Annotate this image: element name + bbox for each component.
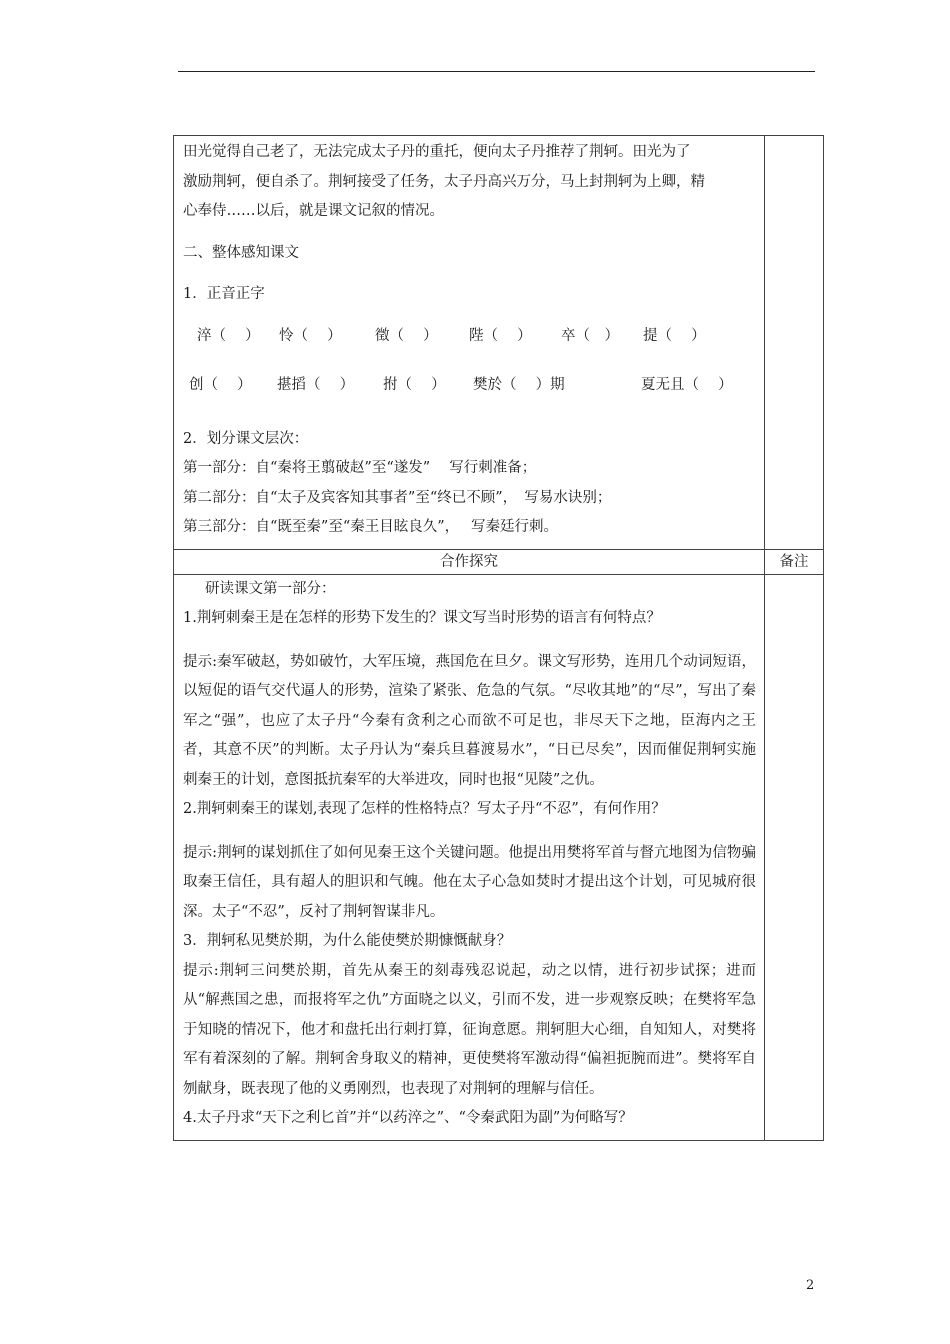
pronunciation-row-2	[183, 371, 756, 401]
content-cell-top	[174, 136, 765, 550]
pron-item: 揕搯（ ）	[277, 377, 355, 393]
header-rule	[178, 71, 815, 72]
question-4: 4.太子丹求“天下之利匕首”并“以药淬之”、“令秦武阳为副”为何略写？	[183, 1110, 633, 1126]
part-1: 第一部分：自“秦将王翦破赵”至“遂发” 写行刺准备；	[183, 460, 537, 476]
question-2: 2.荆轲刺秦王的谋划,表现了怎样的性格特点？写太子丹“不忍”，有何作用？	[183, 801, 666, 817]
pron-item: 淬（ ）	[197, 327, 260, 344]
page-number: 2	[806, 1278, 815, 1293]
pron-item: 徵（ ）	[375, 327, 438, 344]
intro-line-3: 心奉侍……以后，就是课文记叙的情况。	[183, 203, 444, 219]
question-3: 3．荆轲私见樊於期，为什么能使樊於期慷慨献身？	[183, 933, 512, 949]
pron-item: 卒（ ）	[561, 327, 619, 344]
section-two-heading: 二、整体感知课文	[183, 244, 299, 261]
question-1: 1.荆轲刺秦王是在怎样的形势下发生的？课文写当时形势的语言有何特点？	[183, 610, 661, 626]
layers-title: 2．划分课文层次：	[183, 430, 309, 447]
intro-line-2: 激励荆轲，便自杀了。荆轲接受了任务，太子丹高兴万分，马上封荆轲为上卿，精	[183, 173, 705, 190]
pron-item: 怜（ ）	[279, 327, 342, 344]
part-3: 第三部分：自“既至秦”至“秦王目眩良久”， 写秦廷行刺。	[183, 519, 559, 535]
part-2: 第二部分：自“太子及宾客知其事者”至“终已不顾”， 写易水诀别；	[183, 489, 612, 506]
pron-item: 创（ ）	[189, 377, 252, 393]
pronunciation-row-1	[183, 322, 756, 352]
answer-2: 提示:荆轲的谋划抓住了如何见秦王这个关键问题。他提出用樊将军首与督亢地图为信物骗取秦王信任，具有超人的胆识和气魄。他在太子心急如焚时才提出这个计划，可见城府很深。太子“不忍”，反衬了荆轲智谋非凡。	[183, 844, 756, 920]
pron-item: 陛（ ）	[469, 327, 532, 344]
pron-item: 拊（ ）	[383, 377, 446, 393]
section-header-note: 备注	[765, 549, 824, 574]
pronunciation-title: 1．正音正字	[183, 286, 265, 302]
pron-item: 提（ ）	[643, 327, 706, 344]
note-cell-bottom	[765, 574, 824, 1140]
answer-1: 提示:秦军破赵，势如破竹，大军压境，燕国危在旦夕。课文写形势，连用几个动词短语，以短促的语气交代逼人的形势，渲染了紧张、危急的气氛。“尽收其地”的“尽”，写出了秦军之“强”，也应了太子丹“今秦有贪利之心而欲不可足也，非尽天下之地，臣海内之王者，其意不厌”的判断。太子丹认为“秦兵旦暮渡易水”，“日已尽矣”，因而催促荆轲实施刺秦王的计划，意图抵抗秦军的大举进攻，同时也报“见陵”之仇。	[183, 653, 756, 788]
pron-item: 樊於（ ）期	[473, 377, 565, 393]
pron-item: 夏无且（ ）	[641, 377, 733, 393]
intro-line-1: 田光觉得自己老了，无法完成太子丹的重托，便向太子丹推荐了荆轲。田光为了	[183, 144, 691, 160]
lesson-table	[173, 135, 824, 1141]
section-header-main: 合作探究	[174, 549, 765, 574]
inquiry-intro: 研读课文第一部分：	[205, 580, 336, 597]
answer-3: 提示:荆轲三问樊於期，首先从秦王的刻毒残忍说起，动之以情，进行初步试探；进而从“解燕国之患，而报将军之仇”方面晓之以义，引而不发，进一步观察反映；在樊将军急于知晓的情况下，他才和盘托出行刺打算，征询意愿。荆轲胆大心细，自知知人，对樊将军有着深刻的了解。荆轲舍身取义的精神，更使樊将军激动得“偏袒扼腕而进”。樊将军自刎献身，既表现了他的义勇刚烈，也表现了对荆轲的理解与信任。	[183, 962, 756, 1097]
content-cell-bottom	[174, 574, 765, 1140]
note-cell-top	[765, 136, 824, 550]
